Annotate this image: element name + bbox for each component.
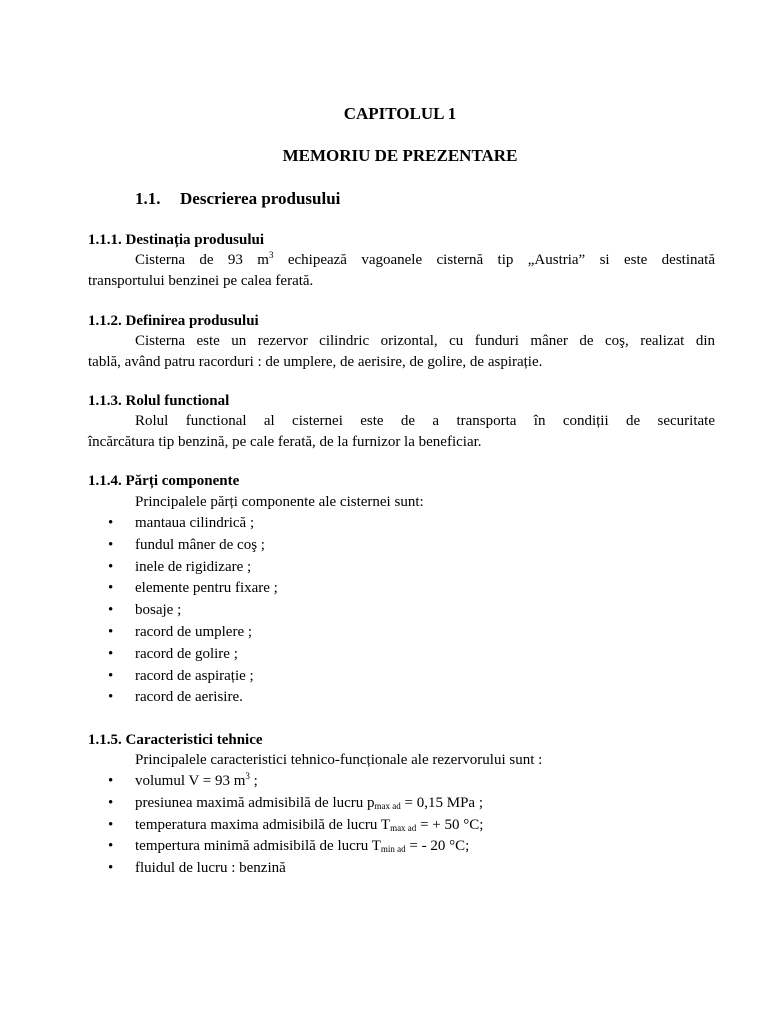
list-item xyxy=(108,793,483,815)
list-item xyxy=(108,600,278,622)
s111-line-1-a: Cisterna de 93 m xyxy=(135,252,269,268)
section-number: 1.1. xyxy=(135,189,161,208)
s115-intro: Principalele caracteristici tehnico-funcționale ale rezervorului sunt : xyxy=(135,752,543,768)
section-title: Descrierea produsului xyxy=(180,189,341,208)
heading-1-1-4: 1.1.4. Părți componente xyxy=(88,473,240,489)
bullet: • xyxy=(108,558,114,575)
components-list xyxy=(108,513,278,709)
section-heading xyxy=(135,189,340,209)
s112-line-1: Cisterna este un rezervor cilindric orizontal, cu funduri mâner de coş, realizat din xyxy=(135,333,715,349)
list-item-text: inele de rigidizare ; xyxy=(135,558,252,575)
list-item xyxy=(108,815,483,837)
chapter-subtitle: MEMORIU DE PREZENTARE xyxy=(282,146,518,165)
spec-text: temperatura maxima admisibilă de lucru T xyxy=(135,816,391,833)
list-item-text: fundul mâner de coş ; xyxy=(135,536,265,553)
bullet: • xyxy=(108,816,114,833)
bullet: • xyxy=(108,623,114,640)
bullet: • xyxy=(108,580,114,597)
list-item-text: racord de golire ; xyxy=(135,645,238,662)
bullet: • xyxy=(108,773,114,789)
heading-1-1-5: 1.1.5. Caracteristici tehnice xyxy=(88,732,263,748)
list-item xyxy=(108,687,278,709)
list-item xyxy=(108,836,483,858)
spec-text: presiunea maximă admisibilă de lucru p xyxy=(135,794,375,811)
bullet: • xyxy=(108,602,114,619)
spec-text: = 0,15 MPa ; xyxy=(400,794,483,811)
list-item xyxy=(108,771,483,793)
spec-sub: max ad xyxy=(374,800,401,811)
spec-text: tempertura minimă admisibilă de lucru T xyxy=(135,838,381,855)
bullet: • xyxy=(108,667,114,684)
list-item-text: mantaua cilindrică ; xyxy=(135,515,255,531)
s111-line-1 xyxy=(135,250,715,270)
bullet: • xyxy=(108,515,114,531)
list-item xyxy=(108,858,483,880)
list-item xyxy=(108,513,278,535)
list-item xyxy=(108,644,278,666)
s113-line-2: încărcătura tip benzină, pe cale ferată, de la furnizor la beneficiar. xyxy=(88,434,482,450)
s111-line-1-sup: 3 xyxy=(268,250,274,260)
bullet: • xyxy=(108,689,114,706)
spec-text: fluidul de lucru : benzină xyxy=(135,860,286,877)
s111-line-1-b: echipează vagoanele cisternă tip „Austria” si este destinată xyxy=(273,252,715,268)
spec-text: = + 50 °C; xyxy=(416,816,484,833)
list-item xyxy=(108,557,278,579)
list-item xyxy=(108,666,278,688)
spec-sub: min ad xyxy=(380,844,406,855)
bullet: • xyxy=(108,536,114,553)
list-item-text: bosaje ; xyxy=(135,602,182,619)
bullet: • xyxy=(108,860,114,877)
list-item-text: racord de umplere ; xyxy=(135,623,253,640)
spec-sub: max ad xyxy=(390,822,417,833)
heading-1-1-1: 1.1.1. Destinația produsului xyxy=(88,232,265,248)
list-item xyxy=(108,578,278,600)
bullet: • xyxy=(108,838,114,855)
chapter-title: CAPITOLUL 1 xyxy=(343,104,457,123)
s112-line-2: tablă, având patru racorduri : de umplere, de aerisire, de golire, de aspirație. xyxy=(88,354,543,370)
bullet: • xyxy=(108,794,114,811)
spec-text: = - 20 °C; xyxy=(405,838,470,855)
s113-line-1: Rolul functional al cisternei este de a transporta în condiții de securitate xyxy=(135,413,715,429)
heading-1-1-2: 1.1.2. Definirea produsului xyxy=(88,313,259,329)
list-item-text: racord de aerisire. xyxy=(135,689,243,706)
bullet: • xyxy=(108,645,114,662)
s111-line-2: transportului benzinei pe calea ferată. xyxy=(88,273,314,289)
spec-sup: 3 xyxy=(245,771,250,781)
list-item xyxy=(108,535,278,557)
spec-text: volumul V = 93 m xyxy=(135,773,246,789)
list-item-text: racord de aspirație ; xyxy=(135,667,254,684)
specs-list xyxy=(108,771,483,880)
spec-text: ; xyxy=(249,773,258,789)
list-item xyxy=(108,622,278,644)
heading-1-1-3: 1.1.3. Rolul functional xyxy=(88,393,230,409)
list-item-text: elemente pentru fixare ; xyxy=(135,580,278,597)
s114-intro: Principalele părți componente ale cisternei sunt: xyxy=(135,494,424,510)
